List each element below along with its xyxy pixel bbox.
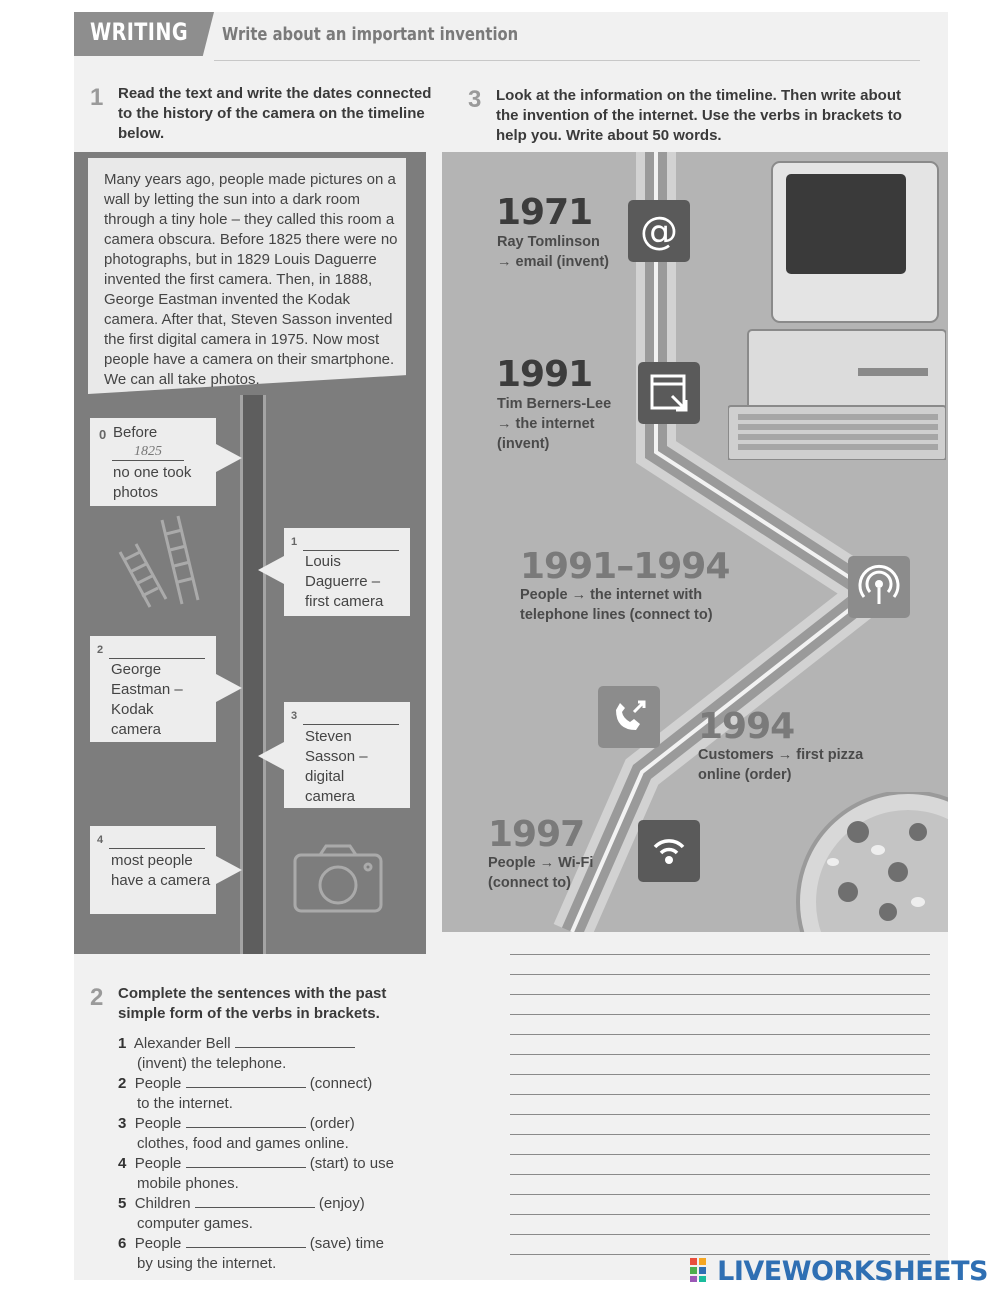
sentence-3-blank[interactable]	[186, 1113, 306, 1128]
bubble-pointer	[216, 444, 242, 472]
exercise-1-instruction: Read the text and write the dates connected to the history of the camera on the timeline below.	[118, 85, 432, 142]
sentence-verb: (connect)	[309, 1075, 373, 1092]
timeline-1991-line3: (invent)	[497, 436, 550, 452]
sentence-5	[118, 1193, 418, 1234]
camera-icon	[292, 843, 384, 915]
exercise-1-number: 1	[90, 84, 104, 111]
header-divider	[214, 60, 920, 61]
sentence-number: 6	[118, 1235, 127, 1252]
bubble-1-answer[interactable]	[303, 534, 399, 551]
sentence-verb: (enjoy)	[318, 1195, 365, 1212]
timeline-road	[240, 395, 266, 954]
writing-line[interactable]	[510, 1014, 930, 1015]
sentence-verb: (save) time	[309, 1235, 384, 1252]
sentence-5-blank[interactable]	[195, 1193, 315, 1208]
sentence-1-blank[interactable]	[235, 1033, 355, 1048]
bubble-1-number: 1	[291, 536, 298, 548]
sentence-6-blank[interactable]	[186, 1233, 306, 1248]
exercise-2-instruction: Complete the sentences with the past simple form of the verbs in brackets.	[118, 985, 387, 1022]
timeline-year-1971: 1971	[496, 192, 593, 233]
bubble-3-number: 3	[291, 710, 298, 722]
sentence-4	[118, 1153, 418, 1194]
timeline-1991-1994-line2: telephone lines (connect to)	[520, 607, 713, 623]
timeline-year-1991-1994: 1991–1994	[520, 546, 730, 587]
timeline-1997-line2: (connect to)	[488, 875, 571, 891]
bubble-0-lead: Before	[113, 424, 158, 441]
writing-line[interactable]	[510, 1094, 930, 1095]
antenna-icon	[848, 556, 910, 618]
sentence-number: 3	[118, 1115, 127, 1132]
timeline-year-1994: 1994	[698, 706, 795, 747]
writing-line[interactable]	[510, 954, 930, 955]
bubble-0-text: no one took photos	[113, 464, 192, 501]
brand-wordmark[interactable]: LIVEWORKSHEETS	[717, 1256, 988, 1287]
timeline-1991-line1: Tim Berners-Lee	[497, 396, 612, 412]
bubble-2-number: 2	[97, 644, 104, 656]
bubble-4-answer[interactable]	[109, 832, 205, 849]
bubble-4-number: 4	[97, 834, 104, 846]
timeline-1971-line2: → email (invent)	[497, 254, 609, 270]
exercise-2-number: 2	[90, 984, 104, 1011]
sentence-continuation: by using the internet.	[137, 1255, 277, 1272]
reading-text: Many years ago, people made pictures on a wall by letting the sun into a dark room through a tiny hole – they called this room a camera obscura. Before 1825 there were no photographs, but in 1829 Louis Daguerre invented the first camera. Then, in 1888, George Eastman invented the Kodak camera. After that, Steven Sasson invented the first digital camera in 1975. Now most people have a camera on their smartphone. We can all take photos.	[104, 171, 398, 388]
writing-line[interactable]	[510, 1114, 930, 1115]
sentence-continuation: clothes, food and games online.	[137, 1135, 349, 1152]
writing-line[interactable]	[510, 1174, 930, 1175]
sentence-continuation: computer games.	[137, 1215, 253, 1232]
writing-line[interactable]	[510, 1034, 930, 1035]
writing-line[interactable]	[510, 1194, 930, 1195]
sentence-continuation: (invent) the telephone.	[137, 1055, 287, 1072]
sentence-2	[118, 1073, 418, 1114]
bubble-4-text: most people have a camera	[111, 852, 211, 889]
sentence-6	[118, 1233, 418, 1274]
sentence-continuation: mobile phones.	[137, 1175, 239, 1192]
wifi-icon	[638, 820, 700, 882]
writing-line[interactable]	[510, 1074, 930, 1075]
timeline-1994-line1: Customers → first pizza	[698, 747, 864, 763]
bubble-1-text: Louis Daguerre – first camera	[305, 553, 384, 610]
writing-line[interactable]	[510, 1254, 930, 1255]
section-subtitle: Write about an important invention	[222, 24, 519, 45]
writing-line[interactable]	[510, 1054, 930, 1055]
pizza-illustration	[788, 792, 948, 932]
bubble-0-answer[interactable]: 1825	[112, 444, 184, 461]
bubble-3-text: Steven Sasson – digital camera	[305, 728, 368, 805]
sentence-number: 5	[118, 1195, 127, 1212]
sentence-text: People	[134, 1075, 182, 1092]
bubble-3-answer[interactable]	[303, 708, 399, 725]
at-sign-icon	[628, 200, 690, 262]
bubble-pointer	[216, 674, 242, 702]
svg-text:@: @	[640, 209, 678, 253]
bubble-pointer	[258, 556, 284, 584]
sentence-text: People	[134, 1155, 182, 1172]
bubble-2-text: George Eastman – Kodak camera	[111, 661, 183, 738]
section-title: WRITING	[90, 18, 188, 46]
computer-illustration	[728, 160, 946, 460]
sentence-4-blank[interactable]	[186, 1153, 306, 1168]
sentence-number: 4	[118, 1155, 127, 1172]
timeline-1991-line2: → the internet	[497, 416, 595, 432]
exercise-3-instruction: Look at the information on the timeline. Then write about the invention of the internet. Use the verbs in brackets to help you. Write about 50 words.	[496, 87, 902, 144]
liveworksheets-logo-icon	[690, 1258, 716, 1282]
writing-line[interactable]	[510, 994, 930, 995]
sentence-text: People	[134, 1235, 182, 1252]
timeline-1991-1994-line1: People → the internet with	[520, 587, 703, 603]
writing-line[interactable]	[510, 1234, 930, 1235]
sentence-number: 2	[118, 1075, 127, 1092]
bubble-pointer	[216, 856, 242, 884]
browser-window-icon	[638, 362, 700, 424]
sentence-verb: (order)	[309, 1115, 355, 1132]
sentence-text: People	[134, 1115, 182, 1132]
timeline-1971-line1: Ray Tomlinson	[497, 234, 600, 250]
sentence-1	[118, 1033, 418, 1074]
writing-line[interactable]	[510, 1214, 930, 1215]
timeline-1994-line2: online (order)	[698, 767, 792, 783]
writing-line[interactable]	[510, 1134, 930, 1135]
sentence-verb: (start) to use	[309, 1155, 394, 1172]
phone-call-icon	[598, 686, 660, 748]
timeline-year-1991: 1991	[496, 354, 593, 395]
sentence-number: 1	[118, 1035, 127, 1052]
exercise-3-number: 3	[468, 86, 482, 113]
sentence-2-blank[interactable]	[186, 1073, 306, 1088]
sentence-text: Children	[134, 1195, 191, 1212]
bubble-0-number: 0	[99, 427, 107, 442]
writing-line[interactable]	[510, 1154, 930, 1155]
sentence-continuation: to the internet.	[137, 1095, 233, 1112]
sentence-text: Alexander Bell	[133, 1035, 231, 1052]
film-strip-icon	[110, 512, 202, 612]
writing-line[interactable]	[510, 974, 930, 975]
timeline-1997-line1: People → Wi-Fi	[488, 855, 594, 871]
bubble-pointer	[258, 742, 284, 770]
sentence-3	[118, 1113, 418, 1154]
bubble-2-answer[interactable]	[109, 642, 205, 659]
timeline-year-1997: 1997	[488, 814, 585, 855]
